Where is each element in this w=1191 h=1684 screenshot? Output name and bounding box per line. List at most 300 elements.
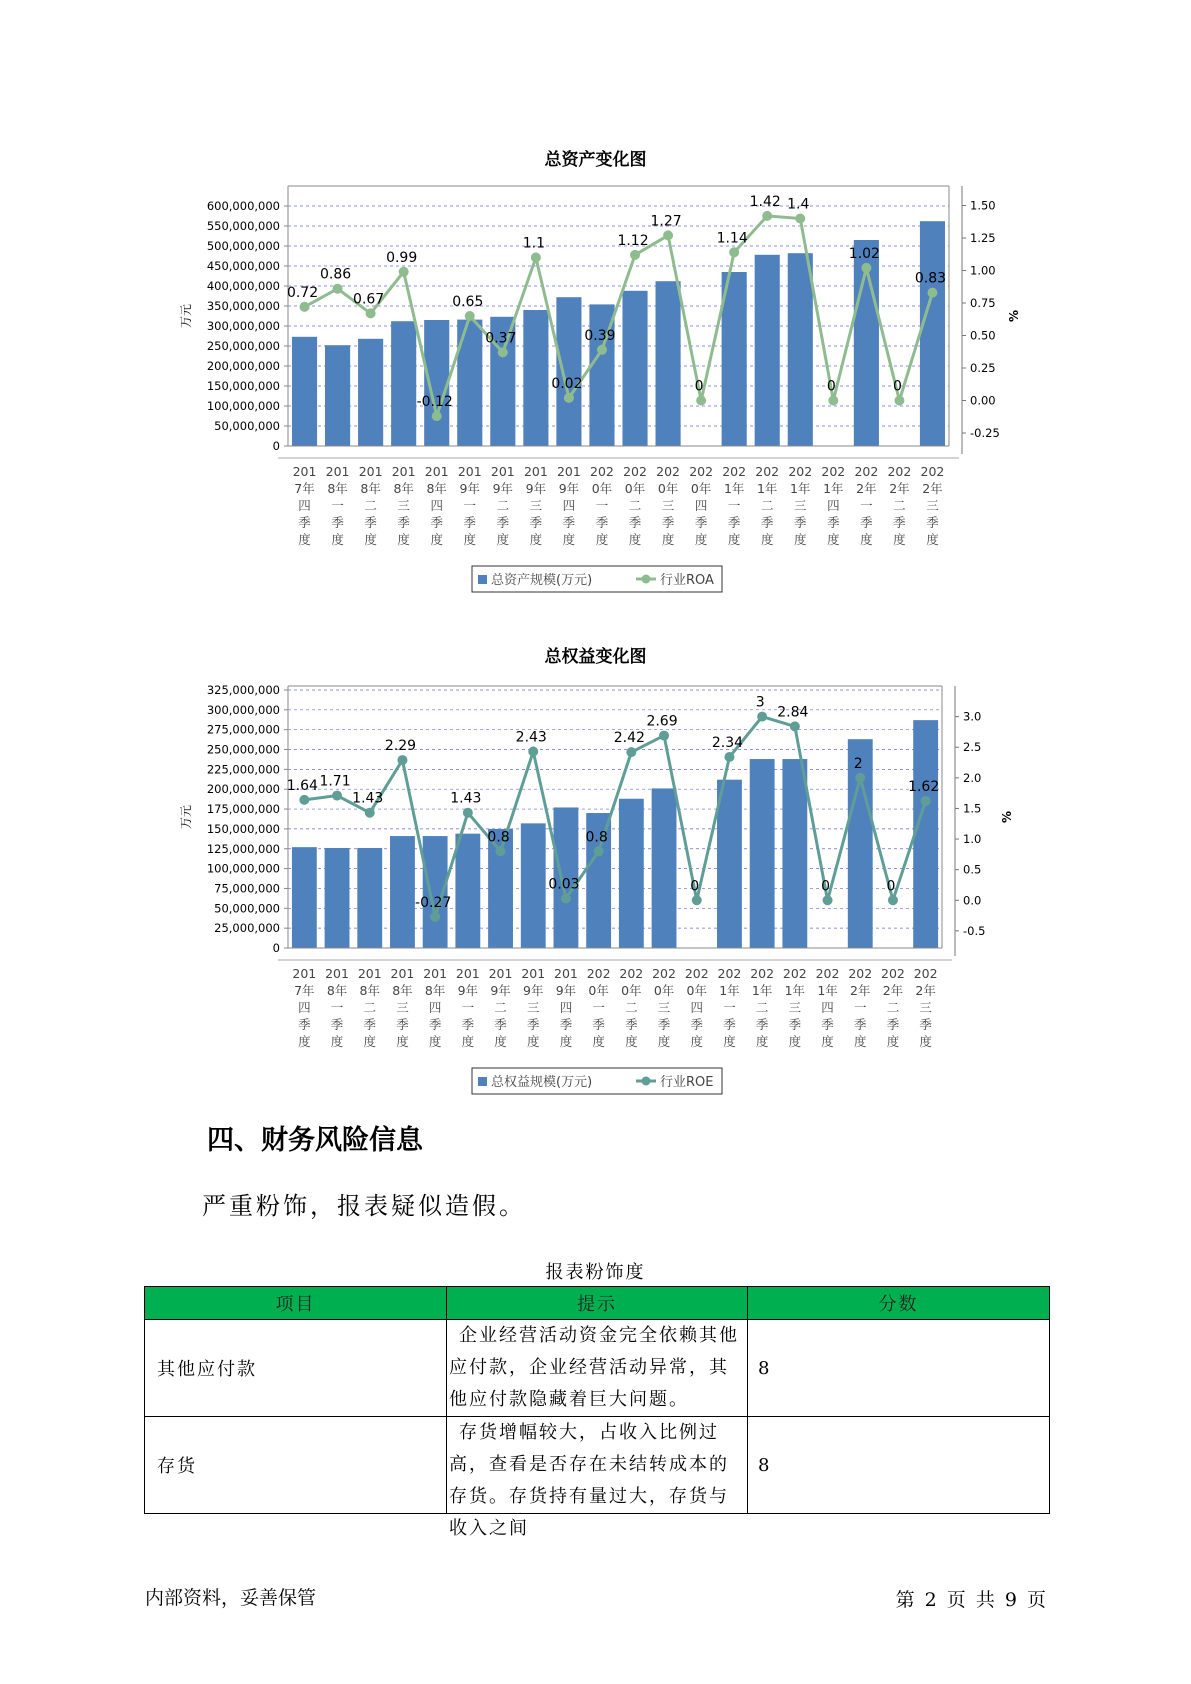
- x-tick-label: 2年: [882, 983, 904, 998]
- y-tick-label: 200,000,000: [206, 359, 280, 373]
- line-point: [463, 808, 473, 818]
- legend-bar-label: 总资产规模(万元): [491, 573, 593, 588]
- data-label: 1.02: [848, 245, 880, 262]
- x-tick-label: 0年: [621, 983, 642, 998]
- line-point: [332, 791, 342, 801]
- legend-line-label: 行业ROE: [660, 1075, 714, 1090]
- y2-tick-label: 0.5: [963, 862, 982, 877]
- x-tick-label: 202: [717, 966, 742, 981]
- line-point: [659, 731, 669, 741]
- x-tick-label: 度: [496, 532, 510, 547]
- x-tick-label: 四: [298, 1000, 311, 1015]
- x-tick-label: 度: [723, 1034, 736, 1049]
- data-label: 0.65: [452, 294, 484, 310]
- data-label: 0.72: [286, 284, 319, 301]
- x-tick-label: 度: [755, 1034, 769, 1049]
- x-tick-label: 二: [496, 498, 510, 513]
- x-tick-label: 度: [396, 1034, 409, 1049]
- x-tick-label: 季: [364, 515, 377, 530]
- bar: [750, 759, 775, 948]
- data-label: 1.27: [650, 213, 682, 230]
- bar: [652, 788, 677, 948]
- x-tick-label: 季: [690, 1017, 704, 1032]
- x-tick-label: 度: [827, 532, 840, 547]
- x-tick-label: 8年: [426, 481, 447, 496]
- y2-tick-label: 0.00: [970, 393, 996, 408]
- data-label: 1.42: [749, 193, 781, 210]
- x-tick-label: 季: [396, 1017, 409, 1032]
- data-label: 0.03: [548, 876, 580, 893]
- x-tick-label: 二: [625, 1000, 638, 1015]
- data-label: 0.67: [353, 291, 385, 308]
- x-tick-label: 三: [661, 498, 675, 513]
- x-tick-label: 二: [628, 498, 642, 513]
- x-tick-label: 202: [684, 966, 709, 981]
- x-tick-label: 202: [913, 966, 938, 981]
- data-label: 2: [853, 755, 863, 772]
- x-tick-label: 1年: [790, 481, 811, 496]
- x-tick-label: 二: [364, 498, 377, 513]
- y2-tick-label: 0.50: [970, 328, 996, 343]
- data-label: 0.8: [585, 829, 608, 846]
- x-tick-label: 季: [827, 515, 840, 530]
- x-tick-label: 202: [815, 966, 840, 981]
- y-tick-label: 0: [272, 439, 280, 453]
- y-axis-title: 万元: [179, 804, 193, 830]
- x-tick-label: 一: [723, 1000, 736, 1015]
- x-tick-label: 201: [292, 966, 317, 981]
- x-tick-label: 2年: [850, 983, 871, 998]
- x-tick-label: 三: [526, 1000, 540, 1015]
- y-tick-label: 175,000,000: [206, 802, 280, 817]
- x-tick-label: 度: [926, 532, 939, 547]
- x-tick-label: 季: [860, 515, 873, 530]
- x-tick-label: 季: [661, 515, 675, 530]
- x-tick-label: 0年: [653, 983, 675, 998]
- x-tick-label: 度: [331, 532, 344, 547]
- x-tick-label: 202: [619, 966, 644, 981]
- y2-tick-label: 2.0: [963, 770, 982, 785]
- line-point: [594, 846, 604, 856]
- x-tick-label: 7年: [294, 481, 315, 496]
- y2-axis-title: %: [1000, 810, 1014, 824]
- x-tick-label: 度: [428, 1034, 442, 1049]
- x-tick-label: 度: [494, 1034, 507, 1049]
- x-tick-label: 二: [494, 1000, 507, 1015]
- x-tick-label: 202: [848, 966, 873, 981]
- line-point: [855, 773, 865, 783]
- x-tick-label: 9年: [492, 481, 514, 496]
- x-tick-label: 202: [821, 464, 846, 479]
- x-tick-label: 度: [860, 532, 873, 547]
- x-tick-label: 度: [430, 532, 443, 547]
- x-tick-label: 201: [390, 966, 415, 981]
- row-score: 8: [748, 1320, 1050, 1417]
- x-tick-label: 202: [887, 464, 912, 479]
- data-label: 1.1: [522, 235, 546, 252]
- bar: [717, 780, 742, 948]
- line-point: [496, 846, 506, 856]
- x-tick-label: 度: [919, 1034, 932, 1049]
- x-tick-label: 度: [592, 1034, 605, 1049]
- x-tick-label: 201: [556, 464, 581, 479]
- x-tick-label: 季: [526, 1017, 540, 1032]
- x-tick-label: 202: [590, 464, 614, 479]
- x-tick-label: 四: [430, 498, 443, 513]
- y-tick-label: 225,000,000: [206, 762, 280, 777]
- x-tick-label: 季: [298, 515, 311, 530]
- x-tick-label: 202: [750, 966, 775, 981]
- y-tick-label: 325,000,000: [206, 682, 280, 697]
- x-tick-label: 季: [723, 1017, 736, 1032]
- data-label: -0.12: [416, 394, 453, 411]
- x-tick-label: 8年: [424, 983, 446, 998]
- x-tick-label: 季: [657, 1017, 671, 1032]
- data-label: 2.43: [515, 729, 547, 746]
- x-tick-label: 9年: [555, 983, 577, 998]
- x-tick-label: 度: [794, 532, 807, 547]
- y2-tick-label: 3.0: [963, 709, 982, 724]
- x-tick-label: 8年: [360, 481, 381, 496]
- x-tick-label: 201: [292, 464, 317, 479]
- x-tick-label: 三: [396, 1000, 409, 1015]
- x-tick-label: 四: [694, 498, 708, 513]
- x-tick-label: 1年: [784, 983, 806, 998]
- row-hint: 企业经营活动资金完全依赖其他应付款，企业经营活动异常，其他应付款隐藏着巨大问题。: [449, 1325, 739, 1410]
- y-tick-label: 25,000,000: [214, 921, 280, 936]
- y2-tick-label: -0.25: [970, 426, 1000, 440]
- x-tick-label: 度: [690, 1034, 704, 1049]
- line-point: [724, 752, 734, 762]
- x-tick-label: 202: [854, 464, 879, 479]
- x-tick-label: 8年: [393, 481, 414, 496]
- x-tick-label: 季: [628, 515, 642, 530]
- x-tick-label: 四: [821, 1000, 834, 1015]
- y-tick-label: 250,000,000: [206, 742, 280, 757]
- y-tick-label: 200,000,000: [206, 782, 280, 797]
- x-tick-label: 季: [363, 1017, 377, 1032]
- data-label: 2.84: [777, 704, 809, 721]
- data-label: 3: [755, 694, 765, 711]
- y2-tick-label: 1.25: [970, 231, 996, 245]
- x-tick-label: 度: [595, 532, 609, 547]
- y2-tick-label: 2.5: [963, 740, 982, 755]
- y-axis-title: 万元: [179, 303, 193, 329]
- section-title: 四、财务风险信息: [207, 1125, 423, 1156]
- x-tick-label: 201: [488, 966, 513, 981]
- x-tick-label: 0年: [690, 481, 712, 496]
- x-tick-label: 季: [595, 515, 609, 530]
- footer-page-number: 第 2 页 共 9 页: [895, 1589, 1048, 1611]
- data-label: 0.39: [584, 327, 616, 344]
- data-label: 0: [826, 378, 836, 395]
- x-tick-label: 三: [657, 1000, 671, 1015]
- x-tick-label: 三: [919, 1000, 932, 1015]
- x-tick-label: 201: [325, 464, 350, 479]
- data-label: 2.69: [646, 713, 678, 730]
- x-tick-label: 9年: [459, 481, 481, 496]
- data-label: 0: [694, 378, 704, 395]
- y-tick-label: 300,000,000: [206, 702, 280, 717]
- x-tick-label: 三: [529, 498, 543, 513]
- line-point: [888, 895, 898, 905]
- x-tick-label: 202: [755, 464, 780, 479]
- data-label: 1.43: [450, 790, 482, 807]
- data-label: -0.27: [415, 894, 452, 911]
- bar: [325, 848, 350, 948]
- x-tick-label: 四: [428, 1000, 442, 1015]
- x-tick-label: 二: [755, 1000, 769, 1015]
- x-tick-label: 一: [592, 1000, 605, 1015]
- x-tick-label: 202: [722, 464, 747, 479]
- x-tick-label: 1年: [723, 481, 745, 496]
- x-tick-label: 度: [562, 532, 576, 547]
- x-tick-label: 季: [463, 515, 477, 530]
- x-tick-label: 202: [656, 464, 681, 479]
- legend-line-label: 行业ROA: [660, 573, 714, 588]
- data-label: 1.64: [286, 777, 318, 794]
- table-header-row: [145, 1287, 1050, 1320]
- data-label: 0: [821, 878, 831, 895]
- y-tick-label: 100,000,000: [206, 399, 280, 413]
- row-score: 8: [748, 1417, 1050, 1514]
- x-tick-label: 8年: [327, 481, 348, 496]
- y2-tick-label: 0.75: [970, 296, 996, 310]
- x-tick-label: 季: [496, 515, 510, 530]
- x-tick-label: 季: [298, 1017, 311, 1032]
- x-tick-label: 度: [694, 532, 708, 547]
- x-tick-label: 2年: [889, 481, 910, 496]
- x-tick-label: 201: [554, 966, 578, 981]
- y2-tick-label: 1.50: [970, 198, 996, 213]
- x-tick-label: 度: [461, 1034, 475, 1049]
- x-tick-label: 0年: [624, 481, 646, 496]
- x-tick-label: 度: [821, 1034, 834, 1049]
- data-label: 0.37: [485, 330, 517, 347]
- bar: [619, 799, 644, 948]
- header-item: 项目: [145, 1287, 447, 1320]
- x-tick-label: 三: [788, 1000, 802, 1015]
- x-tick-label: 202: [782, 966, 807, 981]
- x-tick-label: 9年: [525, 481, 547, 496]
- x-tick-label: 季: [330, 1017, 344, 1032]
- data-label: 0: [886, 878, 896, 895]
- data-label: 0.83: [914, 270, 947, 287]
- x-tick-label: 7年: [294, 983, 315, 998]
- x-tick-label: 二: [893, 498, 906, 513]
- x-tick-label: 一: [595, 498, 609, 513]
- data-label: 0: [690, 878, 700, 895]
- table-row: [145, 1320, 1050, 1417]
- x-tick-label: 二: [886, 1000, 900, 1015]
- x-tick-label: 201: [424, 464, 449, 479]
- row-item: 其他应付款: [145, 1320, 447, 1417]
- x-tick-label: 度: [788, 1034, 802, 1049]
- x-tick-label: 四: [827, 498, 840, 513]
- x-tick-label: 一: [331, 498, 344, 513]
- x-tick-label: 202: [586, 966, 611, 981]
- table-row: [145, 1417, 1050, 1514]
- x-tick-label: 9年: [457, 983, 479, 998]
- x-tick-label: 一: [330, 1000, 344, 1015]
- x-tick-label: 0年: [657, 481, 679, 496]
- x-tick-label: 四: [690, 1000, 704, 1015]
- y2-tick-label: 1.0: [963, 832, 982, 847]
- data-label: 0.86: [319, 266, 352, 283]
- line-point: [365, 808, 375, 818]
- line-point: [528, 747, 538, 757]
- y-tick-label: 125,000,000: [206, 841, 280, 856]
- section-text: 严重粉饰，报表疑似造假。: [202, 1192, 526, 1220]
- line-point: [397, 755, 407, 765]
- x-tick-label: 季: [529, 515, 543, 530]
- data-label: 2.29: [384, 738, 417, 755]
- y-tick-label: 300,000,000: [206, 319, 280, 333]
- bar: [455, 834, 480, 948]
- data-label: 2.42: [613, 730, 645, 747]
- line-point: [561, 893, 571, 903]
- y-tick-label: 0: [272, 941, 280, 955]
- y2-tick-label: -0.5: [963, 923, 986, 938]
- line-point: [692, 895, 702, 905]
- x-tick-label: 201: [455, 966, 480, 981]
- x-tick-label: 三: [397, 498, 410, 513]
- x-tick-label: 一: [860, 498, 873, 513]
- x-tick-label: 201: [523, 464, 548, 479]
- x-tick-label: 度: [330, 1034, 344, 1049]
- y2-tick-label: 0.25: [970, 361, 996, 375]
- y-tick-label: 100,000,000: [206, 861, 280, 876]
- x-tick-label: 季: [461, 1017, 475, 1032]
- x-tick-label: 季: [727, 515, 741, 530]
- x-tick-label: 度: [363, 1034, 377, 1049]
- row-hint-cell: [447, 1417, 748, 1539]
- y-tick-label: 150,000,000: [206, 821, 280, 836]
- x-tick-label: 一: [461, 1000, 475, 1015]
- x-tick-label: 0年: [588, 983, 609, 998]
- line-point: [299, 795, 309, 805]
- y-tick-label: 150,000,000: [206, 379, 280, 393]
- x-tick-label: 一: [727, 498, 741, 513]
- legend-line-marker: [642, 1077, 651, 1086]
- x-tick-label: 度: [364, 532, 377, 547]
- x-tick-label: 季: [919, 1017, 932, 1032]
- x-tick-label: 9年: [558, 481, 580, 496]
- y-tick-label: 550,000,000: [206, 219, 280, 233]
- y-tick-label: 250,000,000: [206, 339, 280, 353]
- x-tick-label: 2年: [922, 481, 943, 496]
- row-item: 存货: [145, 1417, 447, 1514]
- x-tick-label: 201: [490, 464, 515, 479]
- x-tick-label: 四: [562, 498, 576, 513]
- x-tick-label: 四: [559, 1000, 573, 1015]
- x-tick-label: 一: [853, 1000, 867, 1015]
- x-tick-label: 季: [331, 515, 344, 530]
- x-tick-label: 度: [298, 1034, 311, 1049]
- x-tick-label: 202: [788, 464, 813, 479]
- x-tick-label: 8年: [326, 983, 348, 998]
- x-tick-label: 季: [694, 515, 708, 530]
- x-tick-label: 季: [559, 1017, 573, 1032]
- x-tick-label: 度: [397, 532, 410, 547]
- bar: [913, 720, 938, 948]
- x-tick-label: 度: [529, 532, 543, 547]
- x-tick-label: 度: [886, 1034, 900, 1049]
- equity-chart-title: 总权益变化图: [544, 647, 647, 667]
- x-tick-label: 1年: [823, 481, 844, 496]
- x-tick-label: 季: [760, 515, 774, 530]
- x-tick-label: 201: [357, 966, 382, 981]
- x-tick-label: 度: [853, 1034, 867, 1049]
- x-tick-label: 季: [625, 1017, 638, 1032]
- x-tick-label: 2年: [856, 481, 877, 496]
- x-tick-label: 9年: [490, 983, 511, 998]
- legend-bar-swatch: [478, 1077, 487, 1086]
- x-tick-label: 度: [893, 532, 906, 547]
- x-tick-label: 二: [760, 498, 774, 513]
- bar: [357, 848, 382, 948]
- x-tick-label: 季: [430, 515, 443, 530]
- x-tick-label: 季: [562, 515, 576, 530]
- y-tick-label: 75,000,000: [214, 881, 280, 896]
- line-point: [823, 895, 833, 905]
- x-tick-label: 季: [788, 1017, 802, 1032]
- x-tick-label: 度: [298, 532, 311, 547]
- line-point: [626, 747, 636, 757]
- x-tick-label: 度: [526, 1034, 540, 1049]
- y-tick-label: 275,000,000: [206, 722, 280, 737]
- line-point: [790, 721, 800, 731]
- x-tick-label: 201: [521, 966, 546, 981]
- x-tick-label: 201: [423, 966, 448, 981]
- x-tick-label: 201: [457, 464, 482, 479]
- row-hint: 存货增幅较大，占收入比例过高，查看是否存在未结转成本的存货。存货持有量过大，存货与收入之间: [449, 1422, 729, 1539]
- x-tick-label: 度: [760, 532, 774, 547]
- header-hint: 提示: [447, 1287, 748, 1320]
- bar: [782, 759, 807, 948]
- bar: [521, 823, 546, 948]
- y-tick-label: 400,000,000: [206, 279, 280, 293]
- x-tick-label: 三: [794, 498, 807, 513]
- risk-table: [144, 1286, 1050, 1539]
- x-tick-label: 202: [920, 464, 945, 479]
- x-tick-label: 度: [628, 532, 642, 547]
- x-tick-label: 202: [881, 966, 905, 981]
- data-label: 1.71: [319, 773, 351, 790]
- header-score: 分数: [748, 1287, 1050, 1320]
- x-tick-label: 8年: [392, 983, 413, 998]
- data-label: 0.99: [386, 249, 418, 266]
- x-tick-label: 1年: [756, 481, 778, 496]
- x-tick-label: 9年: [523, 983, 544, 998]
- data-label: 1.12: [617, 232, 649, 249]
- x-tick-label: 季: [853, 1017, 867, 1032]
- y2-tick-label: 1.00: [970, 263, 996, 278]
- x-tick-label: 202: [652, 966, 676, 981]
- x-tick-label: 0年: [686, 983, 707, 998]
- y-tick-label: 50,000,000: [214, 901, 280, 916]
- x-tick-label: 季: [494, 1017, 507, 1032]
- x-tick-label: 1年: [751, 983, 773, 998]
- data-label: 1.4: [787, 196, 810, 213]
- y2-axis-title: %: [1007, 309, 1021, 323]
- data-label: 0.02: [551, 375, 583, 392]
- data-label: 0.8: [487, 829, 510, 846]
- asset-chart-title: 总资产变化图: [544, 150, 647, 170]
- x-tick-label: 度: [661, 532, 675, 547]
- x-tick-label: 一: [463, 498, 477, 513]
- x-tick-label: 季: [821, 1017, 834, 1032]
